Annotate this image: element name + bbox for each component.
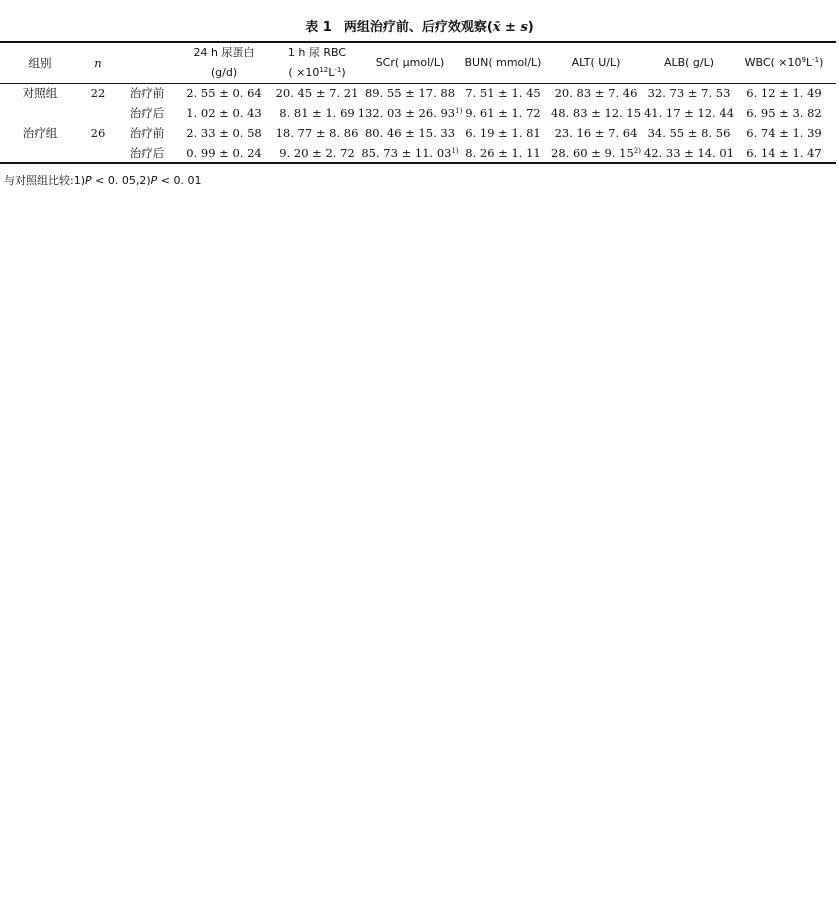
header-protein-line1: 24 h 尿蛋白	[193, 46, 255, 59]
group-name: 对照组	[22, 86, 58, 100]
cell-rbc: 8. 81 ± 1. 69	[279, 106, 355, 120]
cell-bun: 7. 51 ± 1. 45	[465, 86, 541, 100]
table-bottom-rule	[0, 162, 836, 164]
cell-wbc: 6. 12 ± 1. 49	[746, 86, 822, 100]
cell-alb: 34. 55 ± 8. 56	[647, 126, 731, 140]
cell-bun: 8. 26 ± 1. 11	[465, 146, 541, 160]
cell-alt: 48. 83 ± 12. 15	[550, 106, 642, 120]
cell-protein: 1. 02 ± 0. 43	[186, 106, 262, 120]
cell-alt: 28. 60 ± 9. 15$^{2)}$	[551, 146, 641, 160]
header-alb: ALB( g/L)	[663, 56, 715, 69]
cell-alb: 42. 33 ± 14. 01	[643, 146, 735, 160]
cell-protein: 2. 33 ± 0. 58	[186, 126, 262, 140]
cell-scr: 80. 46 ± 15. 33	[364, 126, 456, 140]
cell-alt: 20. 83 ± 7. 46	[554, 86, 638, 100]
group-n: 22	[90, 86, 106, 100]
table-caption: 两组治疗前、后疗效观察(	[343, 20, 493, 35]
table-top-rule	[0, 41, 836, 43]
group-n: 26	[90, 126, 106, 140]
table-caption-stat: x̄ ± s	[492, 20, 528, 35]
table-caption-close: )	[527, 20, 534, 35]
header-rbc-line1: 1 h 尿 RBC	[287, 46, 347, 59]
cell-scr: 89. 55 ± 17. 88	[364, 86, 456, 100]
cell-protein: 0. 99 ± 0. 24	[186, 146, 262, 160]
header-scr: SCr( μmol/L)	[375, 56, 445, 69]
table-title	[0, 16, 839, 35]
cell-wbc: 6. 14 ± 1. 47	[746, 146, 822, 160]
header-group: 组别	[28, 56, 52, 70]
header-protein-line2: (g/d)	[210, 66, 238, 79]
cell-bun: 6. 19 ± 1. 81	[465, 126, 541, 140]
table-footnote: 与对照组比较:1)P < 0. 05,2)P < 0. 01	[4, 174, 202, 187]
cell-alt: 23. 16 ± 7. 64	[554, 126, 638, 140]
cell-rbc: 20. 45 ± 7. 21	[275, 86, 359, 100]
header-rbc-line2: ( $\times 10^{12}L^{-1}$)	[288, 66, 346, 79]
cell-alb: 32. 73 ± 7. 53	[647, 86, 731, 100]
cell-protein: 2. 55 ± 0. 64	[186, 86, 262, 100]
cell-rbc: 9. 20 ± 2. 72	[279, 146, 355, 160]
cell-scr: 132. 03 ± 26. 93$^{1)}$	[357, 106, 463, 120]
row-phase: 治疗后	[129, 106, 165, 120]
header-wbc: $WBC( \times 10^9L^{-1})$	[744, 56, 824, 69]
row-phase: 治疗后	[129, 146, 165, 160]
cell-wbc: 6. 74 ± 1. 39	[746, 126, 822, 140]
group-name: 治疗组	[22, 126, 58, 140]
cell-rbc: 18. 77 ± 8. 86	[275, 126, 359, 140]
cell-bun: 9. 61 ± 1. 72	[465, 106, 541, 120]
cell-scr: 85. 73 ± 11. 03$^{1)}$	[361, 146, 459, 160]
header-bun: BUN( mmol/L)	[464, 56, 542, 69]
row-phase: 治疗前	[129, 126, 165, 140]
cell-alb: 41. 17 ± 12. 44	[643, 106, 735, 120]
row-phase: 治疗前	[129, 86, 165, 100]
table-header-rule	[0, 83, 836, 84]
cell-wbc: 6. 95 ± 3. 82	[746, 106, 822, 120]
header-alt: ALT( U/L)	[571, 56, 621, 69]
header-n: n	[94, 56, 102, 70]
table-number: 表 1	[305, 20, 332, 35]
